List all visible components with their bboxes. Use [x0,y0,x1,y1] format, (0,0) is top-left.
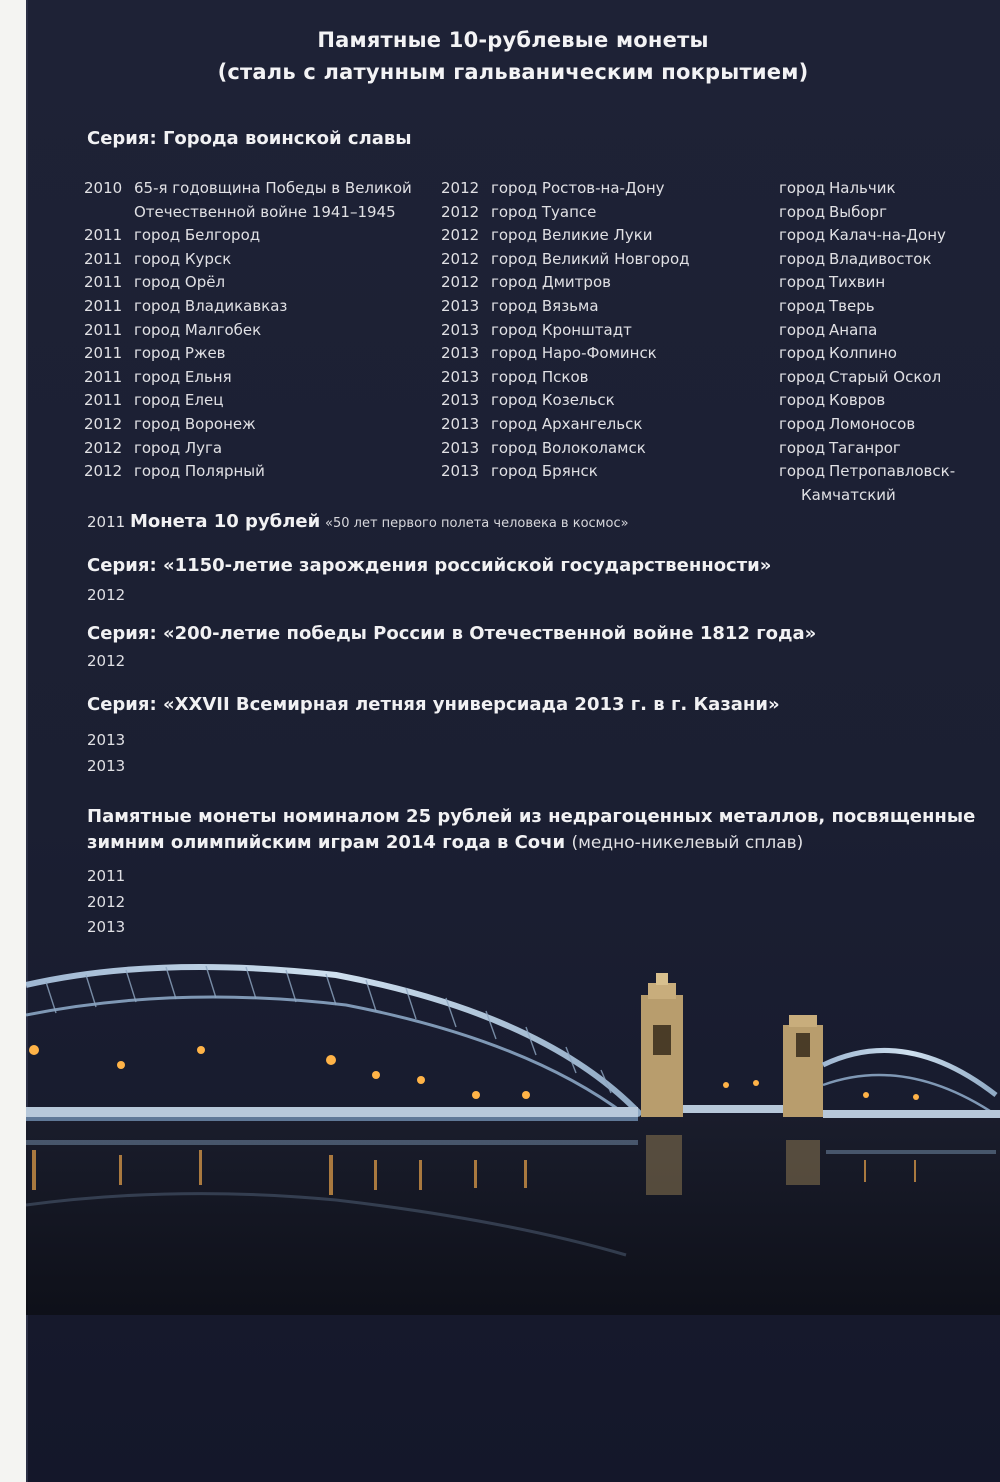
list-item: 2012 город Воронеж [84,415,256,433]
coin-2011-note: «50 лет первого полета человека в космос» [325,516,629,531]
list-item: город Калач-на-Дону [779,226,946,245]
list-item: город Старый Оскол [779,367,942,386]
list-item: город Тверь [779,297,875,315]
universiade-year: 2013 [87,757,126,775]
list-item: 2012 город Дмитров [441,273,611,292]
list-item: город Ломоносов [779,415,916,433]
series-heading-1150: Серия: «1150-летие зарождения российской государственности» [87,555,772,576]
series-heading-universiade: Серия: «XXVII Всемирная летняя универсиада 2013 г. в г. Казани» [87,694,780,715]
olympic-year: 2013 [87,918,126,936]
series-1150-year: 2012 [87,586,126,604]
list-item: 2011 город Белгород [84,226,261,245]
night-bridge-photo [26,955,1000,1315]
olympic-year: 2012 [87,893,126,911]
list-item: 2010 65-я годовщина Победы в Великой [84,179,412,197]
list-item: 2012 город Луга [84,438,223,457]
list-item: город Петропавловск- [779,462,956,481]
list-item: 2013 город Псков [441,367,589,386]
list-item: город Таганрог [779,438,901,457]
list-item: 2012 город Великие Луки [441,226,653,245]
page-title: Памятные 10-рублевые монеты [317,28,709,52]
list-item: город Владивосток [779,249,932,268]
list-item: город Выборг [779,202,887,221]
list-item: Камчатский [801,485,896,504]
list-item: 2011 город Курск [84,249,232,268]
list-item: 2013 город Козельск [441,391,615,410]
list-item: Отечественной войне 1941–1945 [134,202,396,221]
list-item: 2012 город Туапсе [441,202,597,221]
list-item: 2011 город Орёл [84,273,226,292]
coin-2011-title: Монета 10 рублей [129,511,321,532]
list-item: город Нальчик [779,179,896,197]
list-item: город Тихвин [779,273,886,292]
list-item: 2012 город Полярный [84,462,265,481]
olympic-heading-line2: зимним олимпийским играм 2014 года в Сочи (медно-никелевый сплав) [87,832,804,853]
list-item: 2013 город Наро-Фоминск [441,344,657,363]
page-subtitle: (сталь с латунным гальваническим покрытием) [217,60,809,84]
list-item: 2012 город Ростов-на-Дону [441,179,665,197]
olympic-year: 2011 [87,867,126,885]
olympic-heading-line1: Памятные монеты номиналом 25 рублей из недрагоценных металлов, посвященные [87,806,976,827]
series-1812-year: 2012 [87,652,126,670]
list-item: 2013 город Брянск [441,462,598,481]
list-item: 2012 город Великий Новгород [441,249,690,268]
list-item: 2011 город Елец [84,391,224,410]
list-item: 2011 город Владикавказ [84,297,288,315]
coin-2011-year: 2011 [87,513,126,531]
list-item: 2013 город Кронштадт [441,320,632,339]
series-heading-cities: Серия: Города воинской славы [87,128,412,149]
list-item: 2011 город Ельня [84,367,232,386]
list-item: 2013 город Волоколамск [441,438,646,457]
list-item: город Ковров [779,391,886,410]
list-item: 2011 город Ржев [84,344,226,363]
list-item: город Анапа [779,320,878,339]
series-heading-1812: Серия: «200-летие победы России в Отечественной войне 1812 года» [87,623,817,644]
brochure-page [26,0,1000,1482]
list-item: город Колпино [779,344,897,363]
list-item: 2011 город Малгобек [84,320,262,339]
universiade-year: 2013 [87,731,126,749]
list-item: 2013 город Вязьма [441,297,599,315]
coin-2011-line [87,510,629,536]
list-item: 2013 город Архангельск [441,415,643,433]
